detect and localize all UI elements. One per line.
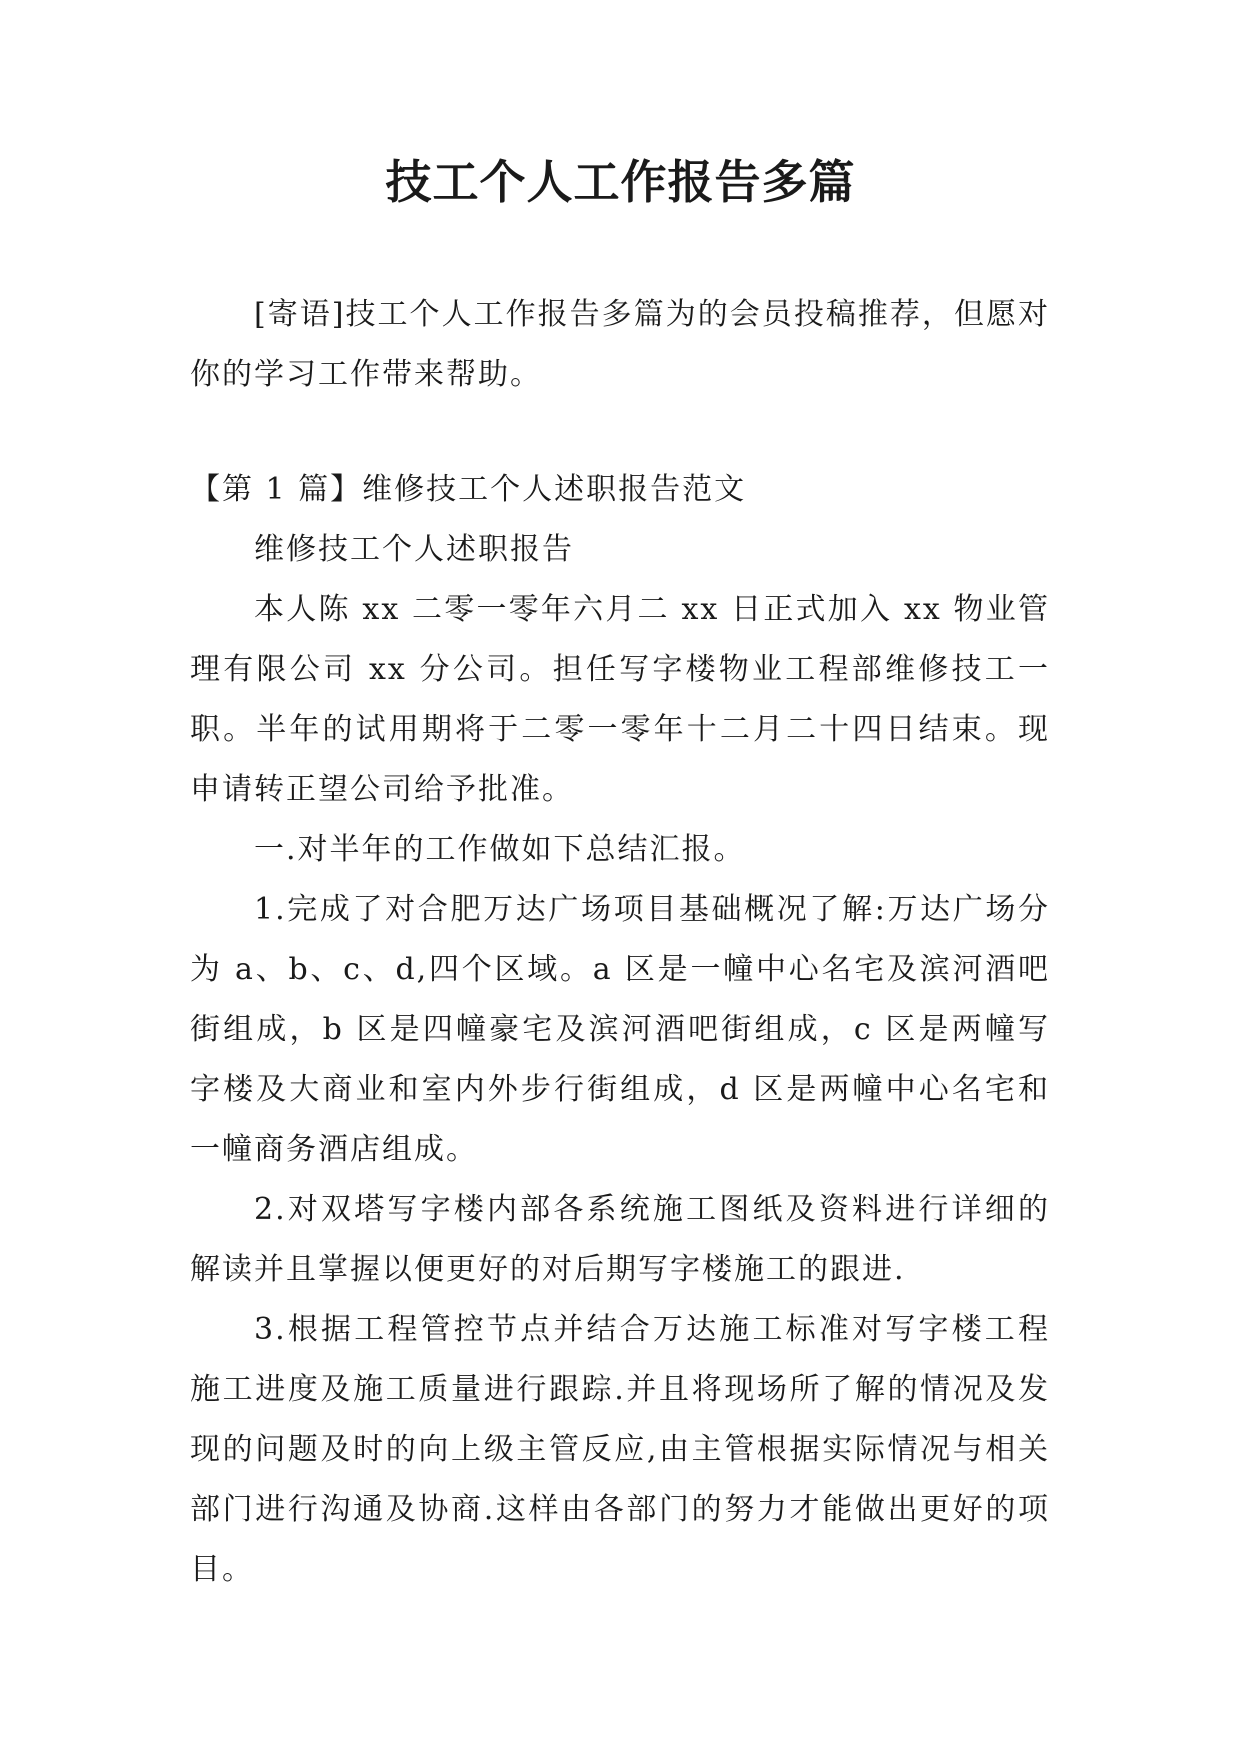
- article-subtitle: 维修技工个人述职报告: [254, 532, 574, 567]
- article-paragraph: 3.根据工程管控节点并结合万达施工标准对写字楼工程施工进度及施工质量进行跟踪.并且将现场所了解的情况及发现的问题及时的向上级主管反应,由主管根据实际情况与相关部门进行沟通及协商.这样由各部门的努力才能做出更好的项目。: [190, 1312, 1050, 1587]
- document-title: 技工个人工作报告多篇: [385, 155, 856, 209]
- article-heading: 【第 1 篇】维修技工个人述职报告范文: [190, 472, 747, 507]
- intro-section: [190, 285, 1050, 405]
- article-paragraph: 2.对双塔写字楼内部各系统施工图纸及资料进行详细的解读并且掌握以便更好的对后期写字楼施工的跟进.: [190, 1192, 1050, 1287]
- article-paragraph: 1.完成了对合肥万达广场项目基础概况了解:万达广场分为 a、b、c、d,四个区域。a 区是一幢中心名宅及滨河酒吧街组成，b 区是四幢豪宅及滨河酒吧街组成，c 区是两幢写字楼及大商业和室内外步行街组成，d 区是两幢中心名宅和一幢商务酒店组成。: [190, 892, 1050, 1167]
- article-paragraph: 一.对半年的工作做如下总结汇报。: [254, 832, 746, 867]
- article-paragraph: 本人陈 xx 二零一零年六月二 xx 日正式加入 xx 物业管理有限公司 xx 分公司。担任写字楼物业工程部维修技工一职。半年的试用期将于二零一零年十二月二十四日结束。现申请转正望公司给予批准。: [190, 592, 1050, 807]
- intro-paragraph: [寄语]技工个人工作报告多篇为的会员投稿推荐，但愿对你的学习工作带来帮助。: [190, 297, 1050, 392]
- article-section: [190, 460, 1050, 1600]
